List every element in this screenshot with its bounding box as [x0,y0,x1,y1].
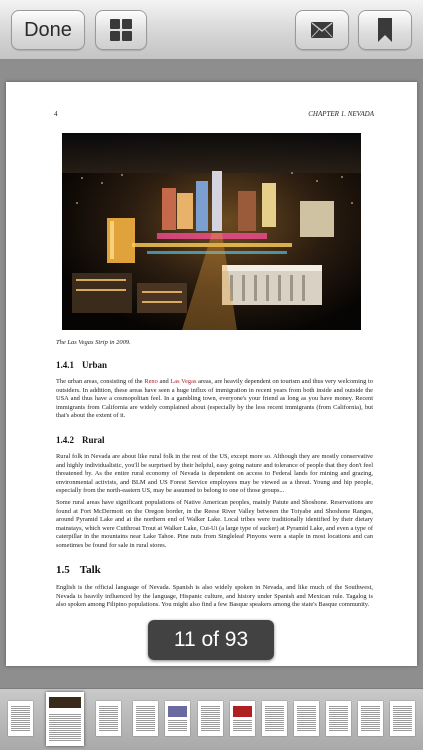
thumbnail-text-line [201,716,220,717]
thumbnail-text-line [168,728,187,729]
thumbnail-text-line [11,720,30,721]
thumbnail-text-line [49,724,81,725]
thumbnail-text-line [99,712,118,713]
thumbnail-text-line [99,726,118,727]
bookmark-button[interactable] [358,10,412,50]
thumbnail-text-line [393,726,412,727]
thumbnail-text-line [329,718,348,719]
thumbnail-text-line [361,724,380,725]
thumbnail-text-line [136,724,155,725]
chapter-header: CHAPTER 1. NEVADA [308,110,374,118]
thumbnail-text-line [329,714,348,715]
thumbnail-text-line [297,728,316,729]
section-heading-talk: 1.5 Talk [56,564,101,576]
thumbnail-text-line [393,708,412,709]
thumbnail-text-line [136,730,155,731]
thumbnail-text-line [99,724,118,725]
thumbnail-text-line [136,714,155,715]
thumbnail-text-line [201,730,220,731]
thumbnail-text-line [297,712,316,713]
thumbnail-text-line [361,716,380,717]
thumbnail-text-line [297,708,316,709]
grid-view-button[interactable] [95,10,147,50]
thumbnail-text-line [49,730,81,731]
thumbnail-text-line [49,714,81,715]
thumbnail-text-line [393,720,412,721]
rural-paragraph-2: Some rural areas have significant populations of Native American peoples, mainly Paiute and Shoshone. Reservations are found at Fort McDermott on the Oregon border, in the Reese River Valley between the Toiyabe and Shoshone Ranges, around Pyramid Lake and at the northern end of Walker Lake. Local tribes were traditionally identified by their dietary mainstays, which were Cutthroat Trout at Walker Lake, Cui-Ui (a large type of sucker) at Pyramid Lake, and even a type of caterpillar in the mountains near Lake Tahoe. Pine nuts from Singleleaf Pinyons were a staple in most locations and can sometimes be found for sale in rural stores. [56,499,373,549]
thumbnail-image [233,706,252,717]
thumbnail-text-line [49,716,81,717]
thumbnail-text-line [393,730,412,731]
thumbnail-image [49,697,81,708]
thumbnail-text-line [329,726,348,727]
thumbnail-text-line [265,718,284,719]
thumbnail-text-line [11,724,30,725]
thumbnail-text-line [136,722,155,723]
thumbnail-current-page[interactable] [46,692,84,746]
mail-icon [311,22,333,38]
thumbnail-text-line [265,728,284,729]
thumbnail-text-line [136,716,155,717]
thumbnail-text-line [136,706,155,707]
thumbnail-text-line [329,706,348,707]
thumbnail-page[interactable] [198,701,223,736]
thumbnail-text-line [297,710,316,711]
thumbnail-text-line [233,722,252,723]
thumbnail-text-line [99,730,118,731]
thumbnail-text-line [329,708,348,709]
thumbnail-text-line [361,712,380,713]
thumbnail-text-line [168,726,187,727]
thumbnail-text-line [201,708,220,709]
thumbnail-page[interactable] [230,701,255,736]
thumbnail-text-line [329,730,348,731]
thumbnail-text-line [361,708,380,709]
thumbnail-text-line [11,706,30,707]
thumbnail-text-line [297,730,316,731]
thumbnail-text-line [49,734,81,735]
thumbnail-text-line [297,724,316,725]
thumbnail-text-line [168,720,187,721]
thumbnail-text-line [11,718,30,719]
thumbnail-text-line [361,722,380,723]
thumbnail-text-line [99,720,118,721]
thumbnail-text-line [329,712,348,713]
thumbnail-text-line [393,724,412,725]
thumbnail-text-line [168,730,187,731]
thumbnail-text-line [329,716,348,717]
thumbnail-text-line [265,730,284,731]
thumbnail-text-line [99,710,118,711]
thumbnail-text-line [393,714,412,715]
thumbnail-text-line [201,728,220,729]
thumbnail-text-line [99,714,118,715]
las-vegas-strip-photo [62,133,361,330]
thumbnail-text-line [49,722,81,723]
page-number: 4 [54,110,58,118]
thumbnail-text-line [329,728,348,729]
thumbnail-text-line [99,716,118,717]
thumbnail-text-line [361,710,380,711]
thumbnail-text-line [136,710,155,711]
thumbnail-text-line [265,712,284,713]
thumbnail-page[interactable] [262,701,287,736]
thumbnail-text-line [99,708,118,709]
thumbnail-text-line [136,708,155,709]
thumbnail-text-line [168,724,187,725]
thumbnail-text-line [201,720,220,721]
thumbnail-text-line [297,722,316,723]
thumbnail-text-line [201,710,220,711]
thumbnail-text-line [11,716,30,717]
thumbnail-text-line [297,716,316,717]
thumbnail-text-line [393,722,412,723]
thumbnail-text-line [361,714,380,715]
thumbnail-text-line [201,722,220,723]
thumbnail-text-line [297,706,316,707]
thumbnail-text-line [297,718,316,719]
thumbnail-text-line [329,724,348,725]
thumbnail-text-line [233,720,252,721]
thumbnail-text-line [49,718,81,719]
thumbnail-text-line [233,728,252,729]
grid-icon [110,19,132,41]
link-reno[interactable]: Reno [144,378,158,385]
thumbnail-text-line [233,726,252,727]
thumbnail-text-line [49,732,81,733]
urban-paragraph: The urban areas, consisting of the Reno and Las Vegas areas, are heavily dependent on tourism and thus very welcoming to outsiders. In addition, these areas have seen a huge influx of immigration in recent years from both inside and outside the USA and thus have a cosmopolitan feel. In a gambling town, everyone's your friend as long as you have money. Recent immigrants from California are widely complained about (especially by the less recent immigrants (from California), but that's about the extent of it. [56,378,373,420]
thumbnail-strip[interactable] [0,688,423,750]
rural-paragraph-1: Rural folk in Nevada are about like rural folk in the rest of the US, except more so. Although they are mostly conservative and highly individualistic, you'll be surprised by their helpful, easy going nature and tolerance of people that they don't feel threatened by. As the entire rural economy of Nevada is dependent on access to Federal lands for mining and grazing, environmental activists, and BLM and US Forest Service employees may be viewed as a threat. Young and hip people, especially from the north-eastern US, may be assumed to belong to one of those groups... [56,453,373,495]
thumbnail-text-line [11,708,30,709]
thumbnail-text-line [265,708,284,709]
thumbnail-text-line [361,720,380,721]
thumbnail-text-line [393,718,412,719]
thumbnail-text-line [329,722,348,723]
thumbnail-text-line [49,736,81,737]
bookmark-icon [378,18,392,42]
thumbnail-text-line [136,720,155,721]
thumbnail-text-line [49,726,81,727]
thumbnail-text-line [11,714,30,715]
thumbnail-text-line [201,712,220,713]
talk-paragraph: English is the official language of Nevada. Spanish is also widely spoken in Nevada, and like much of the Southwest, Nevada is heavily influenced by the language, Hispanic culture, and history under Spanish and Mexican rule. Tagalog is also spoken among Filipino populations. You might also find a few Basque speakers among the state's Basque community. [56,584,373,609]
thumbnail-text-line [393,728,412,729]
thumbnail-text-line [233,730,252,731]
thumbnail-text-line [265,706,284,707]
thumbnail-text-line [99,706,118,707]
thumbnail-text-line [265,722,284,723]
photo-illustration [62,133,361,330]
thumbnail-text-line [265,714,284,715]
thumbnail-text-line [99,728,118,729]
thumbnail-text-line [265,726,284,727]
section-heading-urban: 1.4.1 Urban [56,360,108,370]
thumbnail-text-line [393,706,412,707]
thumbnail-text-line [11,730,30,731]
thumbnail-text-line [99,718,118,719]
thumbnail-text-line [99,722,118,723]
thumbnail-text-line [201,706,220,707]
thumbnail-text-line [136,728,155,729]
thumbnail-text-line [49,740,81,741]
thumbnail-text-line [265,720,284,721]
running-header [54,110,374,118]
thumbnail-text-line [49,728,81,729]
thumbnail-text-line [136,718,155,719]
page-counter: 11 of 93 [148,620,274,660]
photo-caption: The Las Vegas Strip in 2009. [56,339,131,346]
thumbnail-text-line [49,738,81,739]
thumbnail-text-line [11,722,30,723]
thumbnail-text-line [361,726,380,727]
thumbnail-page[interactable] [96,701,121,736]
thumbnail-text-line [329,720,348,721]
thumbnail-page[interactable] [326,701,351,736]
thumbnail-text-line [201,726,220,727]
link-las-vegas[interactable]: Las Vegas [170,378,197,385]
thumbnail-text-line [361,718,380,719]
thumbnail-text-line [361,728,380,729]
section-heading-rural: 1.4.2 Rural [56,435,105,445]
thumbnail-text-line [201,724,220,725]
thumbnail-text-line [265,716,284,717]
thumbnail-text-line [201,718,220,719]
thumbnail-text-line [136,712,155,713]
top-toolbar [0,0,423,60]
thumbnail-text-line [168,722,187,723]
thumbnail-text-line [393,710,412,711]
document-page[interactable] [6,82,417,666]
thumbnail-text-line [11,726,30,727]
thumbnail-text-line [393,716,412,717]
thumbnail-text-line [297,714,316,715]
thumbnail-text-line [11,710,30,711]
thumbnail-page[interactable] [358,701,383,736]
thumbnail-text-line [136,726,155,727]
done-button[interactable]: Done [11,10,85,50]
thumbnail-text-line [297,726,316,727]
thumbnail-text-line [265,710,284,711]
thumbnail-text-line [49,720,81,721]
thumbnail-page[interactable] [133,701,158,736]
thumbnail-text-line [11,728,30,729]
thumbnail-text-line [11,712,30,713]
thumbnail-text-line [201,714,220,715]
thumbnail-text-line [361,730,380,731]
thumbnail-page[interactable] [390,701,415,736]
thumbnail-text-line [393,712,412,713]
thumbnail-page[interactable] [8,701,33,736]
mail-button[interactable] [295,10,349,50]
thumbnail-page[interactable] [294,701,319,736]
thumbnail-text-line [265,724,284,725]
thumbnail-text-line [297,720,316,721]
thumbnail-text-line [361,706,380,707]
thumbnail-text-line [233,724,252,725]
thumbnail-text-line [329,710,348,711]
thumbnail-page[interactable] [165,701,190,736]
thumbnail-image [168,706,187,717]
